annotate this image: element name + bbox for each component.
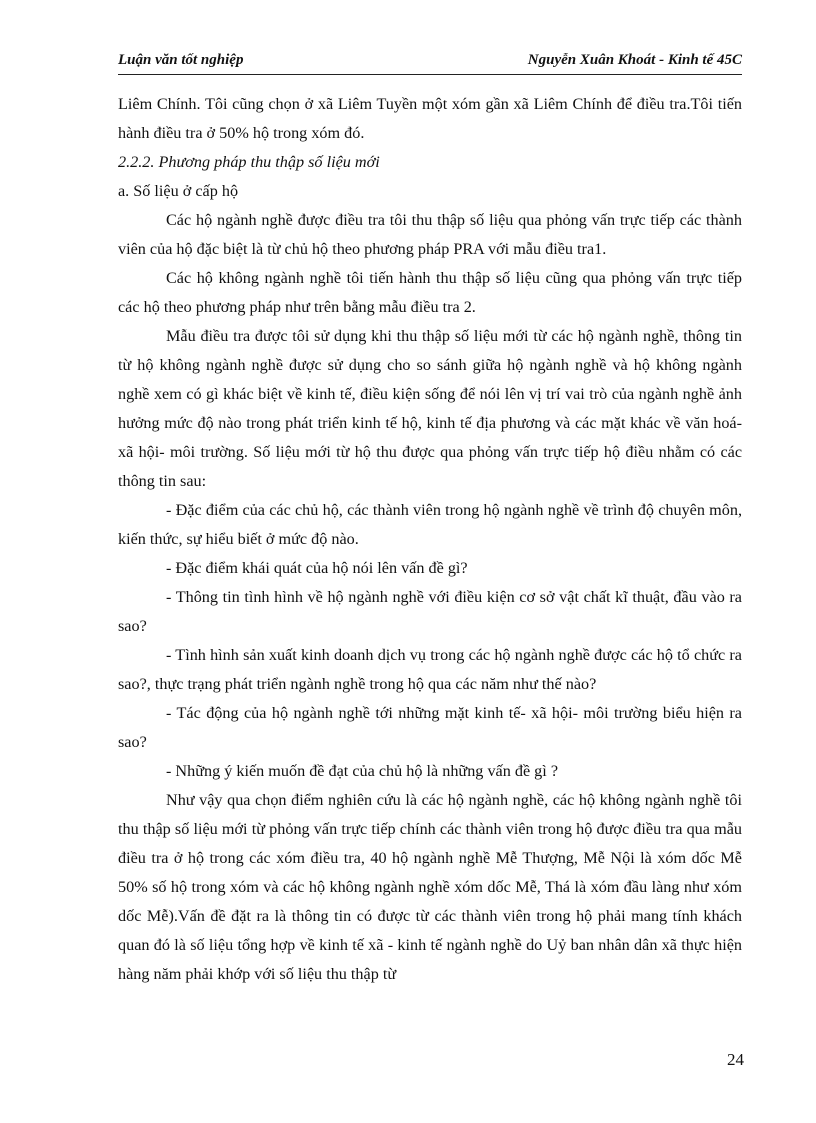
bullet-item: - Đặc điểm của các chủ hộ, các thành viên trong hộ ngành nghề về trình độ chuyên môn, kiến thức, sự hiểu biết ở mức độ nào. xyxy=(118,501,742,548)
paragraph: Như vậy qua chọn điểm nghiên cứu là các hộ ngành nghề, các hộ không ngành nghề tôi thu thập số liệu mới từ phỏng vấn trực tiếp chính các thành viên trong hộ được điều tra qua mẫu điều tra ở hộ trong các xóm điều tra, 40 hộ ngành nghề Mễ Thượng, Mễ Nội là xóm dốc Mễ 50% số hộ trong xóm và các hộ không ngành nghề xóm dốc Mễ, Thá là xóm đầu làng như xóm dốc Mễ).Vấn đề đặt ra là thông tin có được từ các thành viên trong hộ phải mang tính khách quan đó là số liệu tổng hợp về kinh tế xã - kinh tế ngành nghề do Uỷ ban nhân dân xã thực hiện hàng năm phải khớp với số liệu thu thập từ xyxy=(118,791,742,983)
header-thesis-title: Luận văn tốt nghiệp xyxy=(118,52,244,68)
subsection-heading: a. Số liệu ở cấp hộ xyxy=(118,182,239,200)
document-body xyxy=(118,90,742,989)
bullet-item: - Tình hình sản xuất kinh doanh dịch vụ trong các hộ ngành nghề được các hộ tổ chức ra sao?, thực trạng phát triển ngành nghề trong hộ qua các năm như thế nào? xyxy=(118,646,742,693)
section-heading: 2.2.2. Phương pháp thu thập số liệu mới xyxy=(118,153,380,171)
header-rule xyxy=(118,74,742,75)
page-header xyxy=(118,44,742,74)
bullet-item: - Những ý kiến muốn đề đạt của chủ hộ là những vấn đề gì ? xyxy=(166,762,559,780)
bullet-item: - Đặc điểm khái quát của hộ nói lên vấn đề gì? xyxy=(166,559,468,577)
paragraph-continuation: Liêm Chính. Tôi cũng chọn ở xã Liêm Tuyền một xóm gần xã Liêm Chính để điều tra.Tôi tiến hành điều tra ở 50% hộ trong xóm đó. xyxy=(118,95,742,142)
bullet-item: - Thông tin tình hình về hộ ngành nghề với điều kiện cơ sở vật chất kĩ thuật, đầu vào ra sao? xyxy=(118,588,742,635)
bullet-item: - Tác động của hộ ngành nghề tới những mặt kinh tế- xã hội- môi trường biểu hiện ra sao? xyxy=(118,704,742,751)
page-number: 24 xyxy=(727,1050,744,1069)
paragraph: Các hộ ngành nghề được điều tra tôi thu thập số liệu qua phỏng vấn trực tiếp các thành viên của hộ đặc biệt là từ chủ hộ theo phương pháp PRA với mẫu điều tra1. xyxy=(118,211,742,258)
header-author: Nguyễn Xuân Khoát - Kinh tế 45C xyxy=(527,52,742,68)
paragraph: Mẫu điều tra được tôi sử dụng khi thu thập số liệu mới từ các hộ ngành nghề, thông tin từ hộ không ngành nghề được sử dụng cho so sánh giữa hộ ngành nghề và hộ không ngành nghề xem có gì khác biệt về kinh tế, điều kiện sống để nói lên vị trí vai trò của ngành nghề ảnh hưởng mức độ nào trong phát triển kinh tế hộ, kinh tế địa phương và các mặt khác về văn hoá- xã hội- môi trường. Số liệu mới từ hộ thu được qua phỏng vấn trực tiếp hộ điều nhằm có các thông tin sau: xyxy=(118,327,742,490)
paragraph: Các hộ không ngành nghề tôi tiến hành thu thập số liệu cũng qua phỏng vấn trực tiếp các hộ theo phương pháp như trên bằng mẫu điều tra 2. xyxy=(118,269,742,316)
